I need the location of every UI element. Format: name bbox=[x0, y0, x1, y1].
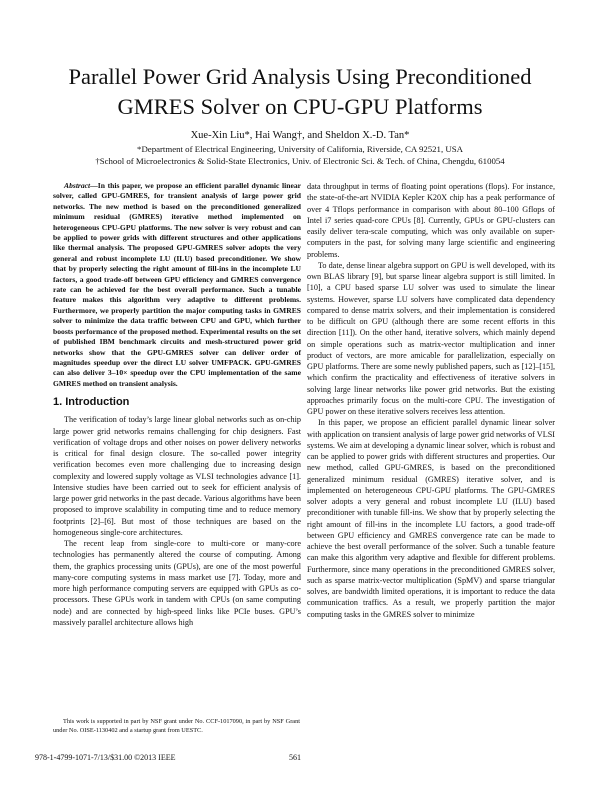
abstract-text: —In this paper, we propose an efficient parallel dynamic linear solver, called GPU-GMRES, for transient analysis of large power grid networks. The new method is based on the preconditioned generalized minimum residual (GMRES) iterative method implemented on heterogeneous CPU-GPU platforms. The new solver is very robust and can be applied to power grids with different structures and other applications like thermal analysis. The proposed GPU-GMRES solver adopts the very general and robust incomplete LU (ILU) based preconditioner. We show that by properly selecting the right amount of fill-ins in the incomplete LU factors, a good trade-off between GPU efficiency and GMRES convergence rate can be achieved for the best overall performance. Such a tunable feature makes this algorithm very adaptive to different problems. Furthermore, we properly partition the major computing tasks in GMRES solver to minimize the data traffic between CPU and GPU, which further boosts performance of the proposed method. Experimental results on the set of published IBM benchmark circuits and mesh-structured power grid networks show that the GPU-GMRES solver can deliver order of magnitudes speedup over the direct LU solver UMFPACK. GPU-GMRES can also deliver 3–10× speedup over the CPU implementation of the same GMRES method on transient analysis. bbox=[53, 181, 301, 388]
affiliation-1: *Department of Electrical Engineering, University of California, Riverside, CA 92521, USA bbox=[137, 144, 463, 154]
left-column bbox=[53, 181, 301, 628]
body-paragraph: The recent leap from single-core to multi-core or many-core technologies has permanently altered the course of computing. Among them, the graphics processing units (GPUs), are one of the most powerful many-core computing systems in mass market use [7]. Today, more and more high performance computing servers are equipped with GPUs as co-processors. These GPUs work in tandem with CPUs (on same computing node) and are connected by high-speed links like PCIe buses. GPU’s massively parallel architecture allows high bbox=[53, 539, 301, 627]
page-number: 561 bbox=[289, 753, 301, 762]
right-column bbox=[307, 181, 555, 620]
paper-title: Parallel Power Grid Analysis Using Preconditioned GMRES Solver on CPU-GPU Platforms bbox=[68, 64, 532, 119]
copyright-footer: 978-1-4799-1071-7/13/$31.00 ©2013 IEEE bbox=[35, 753, 176, 762]
abstract bbox=[53, 181, 301, 389]
body-paragraph: To date, dense linear algebra support on GPU is well developed, with its own BLAS library [9], but sparse linear algebra support is still limited. In [10], a CPU based sparse LU solver was used to simulate the linear systems. However, sparse LU solvers have complicated data dependency compared to dense matrix solvers, and their implementation is considered to be difficult on GPU (although there are some recent efforts in this direction [11]). On the other hand, iterative solvers, which mainly depend on simple operations such as matrix-vector multiplication and inner product of vectors, are more amicable for parallelization, especially on GPU platforms. There are some newly published papers, such as [12]–[15], which confirm the practicality and effectiveness of iterative solvers in solving large linear networks like power grid networks. But the existing approaches primarily focus on the multi-core CPU. The investigation of GPU power on these iterative solvers receives less attention. bbox=[307, 260, 555, 416]
body-paragraph: In this paper, we propose an efficient parallel dynamic linear solver with application on transient analysis of large power grid networks of VLSI systems. We aim at developing a dynamic linear solver, which is robust and can be applied to power grids with different structures and properties. Our new method, called GPU-GMRES, is based on the preconditioned generalized minimum residual (GMRES) iterative solver, and is implemented on heterogeneous CPU-GPU platforms. The GPU-GMRES solver adopts a very general and robust incomplete LU (ILU) based preconditioner with tunable fill-ins. We show that by properly selecting the right amount of fill-ins in the incomplete LU factors, a good trade-off between GPU efficiency and GMRES convergence rate can be made to achieve the best overall performance of the solver. Such a tunable feature can make this algorithm very adaptive and flexible for different problems. Furthermore, since many operations in the preconditioned GMRES solver, such as sparse matrix-vector multiplication (SpMV) and sparse triangular solves, are bandwidth limited operations, it is important to reduce the data communication traffics. As a result, we properly partition the major computing tasks in the GMRES solver to minimize bbox=[307, 418, 555, 619]
body-paragraph: The verification of today’s large linear global networks such as on-chip large power grid networks remains challenging for chip designers. Fast verification of voltage drops and other noises on power delivery networks is critical for final design closure. The so-called power integrity verification becomes even more challenging due to increasing design complexity and lowered supply voltage as VLSI technologies advance [1]. Intensive studies have been carried out to seek for efficient analysis of large power grid networks in the past decade. Various algorithms have been proposed to improve scalability in computing time and to reduce memory footprints [2]–[6]. But most of those techniques are based on the homogeneous single-core architectures. bbox=[53, 415, 301, 537]
footnote: This work is supported in part by NSF grant under No. CCF-1017090, in part by NSF Grant under No. OISE-1130402 and a startup grant from UESTC. bbox=[53, 718, 300, 734]
body-paragraph: data throughput in terms of floating point operations (flops). For instance, the state-of-the-art NVIDIA Kepler K20X chip has a peak performance of over 4 Tflops performance in comparison with about 80–100 Gflops of Intel i7 series quad-core CPUs [8]. Currently, GPUs or GPU-clusters can easily deliver tera-scale computing, which was only available on super-computers in the past, for solving many large scientific and engineering problems. bbox=[307, 182, 555, 259]
affiliation-2: †School of Microelectronics & Solid-State Electronics, Univ. of Electronic Sci. & Tech. of China, Chengdu, 610054 bbox=[95, 156, 505, 166]
section-heading-introduction: 1. Introduction bbox=[53, 396, 130, 409]
author-list: Xue-Xin Liu*, Hai Wang†, and Sheldon X.-D. Tan* bbox=[190, 130, 410, 141]
abstract-label: Abstract bbox=[64, 181, 91, 190]
